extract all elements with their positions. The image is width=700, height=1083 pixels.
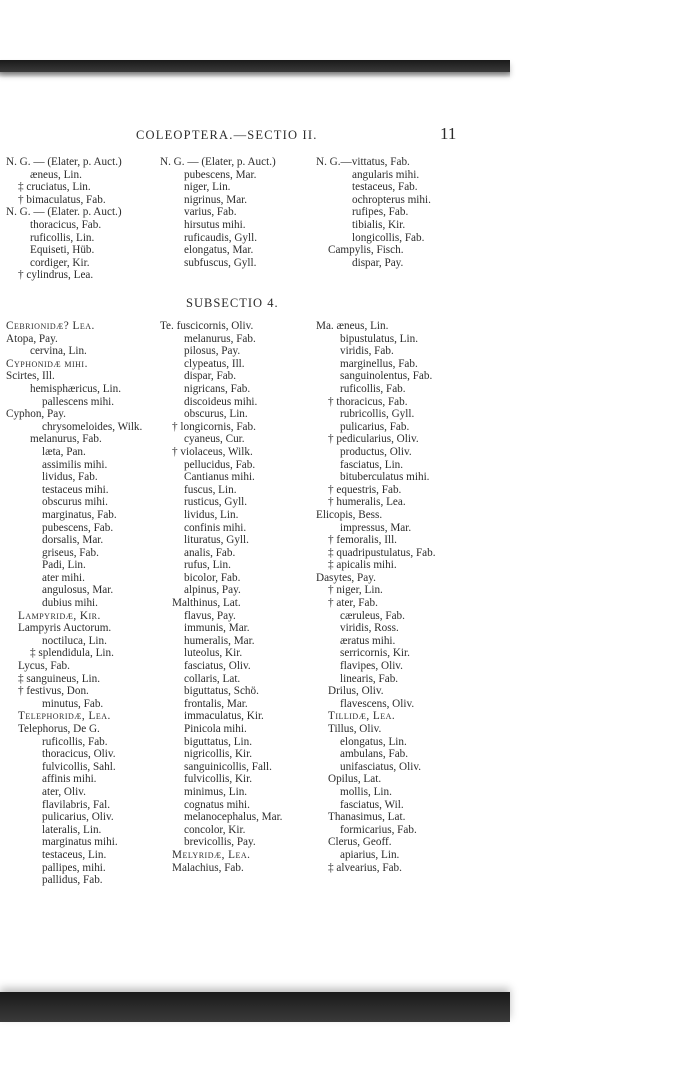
index-entry: minimus, Lin. bbox=[184, 785, 248, 798]
running-title: COLEOPTERA.—SECTIO II. bbox=[136, 128, 318, 142]
index-entry: Cyphon, Pay. bbox=[6, 408, 66, 421]
index-entry: cervina, Lin. bbox=[30, 345, 87, 358]
index-entry: ambulans, Fab. bbox=[340, 748, 409, 761]
index-entry: cyaneus, Cur. bbox=[184, 433, 245, 446]
index-entry: rubricollis, Gyll. bbox=[340, 408, 415, 421]
index-entry: nigricollis, Kir. bbox=[184, 748, 253, 761]
index-entry: ruficollis, Fab. bbox=[42, 735, 108, 748]
index-entry: marginatus, Fab. bbox=[42, 508, 117, 521]
index-entry: ochropterus mihi. bbox=[352, 193, 431, 206]
index-entry: ‡ quadripustulatus, Fab. bbox=[328, 546, 436, 559]
index-entry: † ater, Fab. bbox=[328, 597, 378, 610]
index-entry: ‡ splendidula, Lin. bbox=[30, 647, 114, 660]
index-entry: linearis, Fab. bbox=[340, 672, 399, 685]
index-entry: lituratus, Gyll. bbox=[184, 534, 249, 547]
index-entry: dorsalis, Mar. bbox=[42, 534, 104, 547]
index-entry: thoracicus, Fab. bbox=[30, 218, 102, 231]
index-entry: fulvicollis, Sahl. bbox=[42, 760, 116, 773]
index-entry: N. G. — (Elater, p. Auct.) bbox=[160, 156, 276, 168]
scan-shadow-bottom bbox=[0, 992, 510, 1022]
index-entry: pubescens, Mar. bbox=[184, 168, 257, 181]
index-entry: † cylindrus, Lea. bbox=[18, 269, 94, 282]
index-entry: fulvicollis, Kir. bbox=[184, 773, 253, 786]
index-entry: Telephorus, De G. bbox=[18, 723, 100, 735]
index-entry: Thanasimus, Lat. bbox=[328, 811, 406, 824]
index-entry: Lycus, Fab. bbox=[18, 660, 70, 673]
index-entry: viridis, Fab. bbox=[340, 345, 394, 358]
scan-shadow-fade bbox=[0, 72, 510, 78]
index-entry: flavilabris, Fal. bbox=[42, 798, 111, 811]
block1-column-1 bbox=[6, 156, 122, 282]
index-entry: † bimaculatus, Fab. bbox=[18, 193, 106, 206]
index-entry: bipustulatus, Lin. bbox=[340, 332, 419, 345]
index-entry: viridis, Ross. bbox=[340, 622, 399, 635]
index-entry: angulosus, Mar. bbox=[42, 584, 114, 597]
index-entry: chrysomeloides, Wilk. bbox=[42, 420, 143, 433]
index-entry: hirsutus mihi. bbox=[184, 218, 246, 231]
index-entry: ‡ sanguineus, Lin. bbox=[18, 672, 101, 685]
index-entry: clypeatus, Ill. bbox=[184, 357, 245, 370]
index-entry: Drilus, Oliv. bbox=[328, 685, 384, 698]
index-entry: rufipes, Fab. bbox=[352, 206, 409, 219]
index-entry: marginellus, Fab. bbox=[340, 357, 418, 370]
index-entry: pellucidus, Fab. bbox=[184, 458, 256, 471]
index-entry: elongatus, Mar. bbox=[184, 244, 254, 257]
index-entry: Campylis, Fisch. bbox=[328, 244, 404, 257]
index-entry: Te. fuscicornis, Oliv. bbox=[160, 320, 254, 332]
index-entry: testaceus mihi. bbox=[42, 483, 109, 496]
index-entry: † festivus, Don. bbox=[18, 685, 89, 698]
index-entry: Lampyris Auctorum. bbox=[18, 622, 112, 635]
index-entry: Malthinus, Lat. bbox=[172, 597, 241, 610]
index-entry: Tillidæ, Lea. bbox=[328, 710, 396, 723]
index-entry: Scirtes, Ill. bbox=[6, 370, 55, 383]
index-entry: Cebrionidæ? Lea. bbox=[6, 320, 95, 332]
index-entry: † femoralis, Ill. bbox=[328, 534, 397, 547]
index-entry: Opilus, Lat. bbox=[328, 773, 382, 786]
index-entry: noctiluca, Lin. bbox=[42, 634, 107, 647]
index-entry: ruficollis, Fab. bbox=[340, 382, 406, 395]
index-entry: luteolus, Kir. bbox=[184, 647, 243, 660]
index-entry: niger, Lin. bbox=[184, 181, 231, 194]
index-entry: Pinicola mihi. bbox=[184, 723, 247, 735]
index-entry: bicolor, Fab. bbox=[184, 571, 241, 584]
subsection-heading: SUBSECTIO 4. bbox=[186, 296, 279, 310]
index-entry: flavescens, Oliv. bbox=[340, 697, 415, 710]
index-entry: elongatus, Lin. bbox=[340, 735, 407, 748]
index-entry: Lampyridæ, Kir. bbox=[18, 609, 101, 622]
index-entry: cordiger, Kir. bbox=[30, 256, 90, 269]
index-entry: Elicopis, Bess. bbox=[316, 508, 383, 521]
index-entry: N. G. — (Elater. p. Auct.) bbox=[6, 206, 122, 219]
index-entry: † equestris, Fab. bbox=[328, 483, 402, 496]
index-entry: rusticus, Gyll. bbox=[184, 496, 248, 509]
index-entry: Atopa, Pay. bbox=[6, 332, 58, 345]
index-entry: pulicarius, Fab. bbox=[340, 420, 410, 433]
index-entry: varius, Fab. bbox=[184, 206, 237, 219]
index-entry: Ma. æneus, Lin. bbox=[316, 320, 389, 332]
index-entry: griseus, Fab. bbox=[42, 546, 99, 559]
index-entry: obscurus, Lin. bbox=[184, 408, 248, 421]
index-entry: melanurus, Fab. bbox=[184, 332, 256, 345]
index-entry: fasciatus, Oliv. bbox=[184, 660, 251, 673]
index-entry: cognatus mihi. bbox=[184, 798, 250, 811]
index-entry: mollis, Lin. bbox=[340, 785, 392, 798]
index-entry: unifasciatus, Oliv. bbox=[340, 760, 421, 773]
index-entry: serricornis, Kir. bbox=[340, 647, 410, 660]
index-entry: Tillus, Oliv. bbox=[328, 723, 382, 735]
index-entry: ‡ alvearius, Fab. bbox=[328, 861, 402, 874]
index-entry: alpinus, Pay. bbox=[184, 584, 241, 597]
index-entry: lateralis, Lin. bbox=[42, 823, 102, 836]
index-entry: assimilis mihi. bbox=[42, 458, 108, 471]
index-entry: obscurus mihi. bbox=[42, 496, 108, 509]
index-entry: sanguinicollis, Fall. bbox=[184, 760, 272, 773]
index-entry: lividus, Lin. bbox=[184, 508, 239, 521]
index-entry: tibialis, Kir. bbox=[352, 218, 406, 231]
index-entry: rufus, Lin. bbox=[184, 559, 231, 572]
index-entry: testaceus, Fab. bbox=[352, 181, 418, 194]
index-entry: minutus, Fab. bbox=[42, 697, 104, 710]
index-entry: Melyridæ, Lea. bbox=[172, 848, 251, 861]
index-entry: fasciatus, Wil. bbox=[340, 798, 404, 811]
index-entry: pubescens, Fab. bbox=[42, 521, 114, 534]
index-entry: melanocephalus, Mar. bbox=[184, 811, 283, 824]
index-entry: melanurus, Fab. bbox=[30, 433, 102, 446]
index-entry: dispar, Fab. bbox=[184, 370, 237, 383]
index-entry: læta, Pan. bbox=[42, 445, 86, 458]
index-entry: affinis mihi. bbox=[42, 773, 97, 786]
index-entry: marginatus mihi. bbox=[42, 836, 118, 849]
index-entry: ‡ apicalis mihi. bbox=[328, 559, 397, 572]
index-entry: longicollis, Fab. bbox=[352, 231, 425, 244]
index-entry: cæruleus, Fab. bbox=[340, 609, 405, 622]
index-entry: sanguinolentus, Fab. bbox=[340, 370, 433, 383]
index-entry: ater, Oliv. bbox=[42, 785, 86, 798]
index-entry: impressus, Mar. bbox=[340, 521, 412, 534]
index-entry: N. G. — (Elater, p. Auct.) bbox=[6, 156, 122, 168]
index-entry: concolor, Kir. bbox=[184, 823, 246, 836]
index-entry: collaris, Lat. bbox=[184, 672, 241, 685]
index-entry: † humeralis, Lea. bbox=[328, 496, 406, 509]
index-entry: flavus, Pay. bbox=[184, 609, 236, 622]
index-entry: confinis mihi. bbox=[184, 521, 247, 534]
index-entry: thoracicus, Oliv. bbox=[42, 748, 116, 761]
index-entry: Cantianus mihi. bbox=[184, 471, 255, 484]
index-entry: † violaceus, Wilk. bbox=[172, 445, 253, 458]
index-entry: testaceus, Lin. bbox=[42, 848, 107, 861]
index-entry: † longicornis, Fab. bbox=[172, 420, 256, 433]
index-entry: immaculatus, Kir. bbox=[184, 710, 264, 723]
index-entry: nigricans, Fab. bbox=[184, 382, 251, 395]
block2-column-3 bbox=[316, 320, 436, 874]
block1-column-3 bbox=[316, 156, 431, 269]
index-entry: biguttatus, Lin. bbox=[184, 735, 253, 748]
index-entry: hemisphæricus, Lin. bbox=[30, 382, 122, 395]
index-entry: dubius mihi. bbox=[42, 597, 98, 610]
index-entry: bituberculatus mihi. bbox=[340, 471, 430, 484]
index-entry: humeralis, Mar. bbox=[184, 634, 255, 647]
index-entry: apiarius, Lin. bbox=[340, 848, 400, 861]
index-entry: ruficollis, Lin. bbox=[30, 231, 95, 244]
index-entry: æneus, Lin. bbox=[30, 168, 82, 181]
index-entry: pallipes, mihi. bbox=[42, 861, 106, 874]
index-entry: dispar, Pay. bbox=[352, 256, 404, 269]
index-entry: Telephoridæ, Lea. bbox=[18, 710, 111, 723]
index-entry: ‡ cruciatus, Lin. bbox=[18, 181, 91, 194]
index-entry: flavipes, Oliv. bbox=[340, 660, 403, 673]
index-entry: discoideus mihi. bbox=[184, 395, 258, 408]
index-entry: pilosus, Pay. bbox=[184, 345, 241, 358]
index-entry: fuscus, Lin. bbox=[184, 483, 237, 496]
index-entry: Malachius, Fab. bbox=[172, 861, 244, 874]
index-entry: æratus mihi. bbox=[340, 634, 396, 647]
index-entry: lividus, Fab. bbox=[42, 471, 98, 484]
block2-column-2 bbox=[160, 320, 282, 874]
index-entry: Padi, Lin. bbox=[42, 559, 86, 572]
index-entry: pulicarius, Oliv. bbox=[42, 811, 114, 824]
index-entry: immunis, Mar. bbox=[184, 622, 250, 635]
index-entry: Cyphonidæ mihi. bbox=[6, 357, 88, 370]
index-entry: pallescens mihi. bbox=[42, 395, 115, 408]
index-entry: ater mihi. bbox=[42, 571, 85, 584]
index-entry: brevicollis, Pay. bbox=[184, 836, 256, 849]
index-entry: Clerus, Geoff. bbox=[328, 836, 392, 849]
index-entry: formicarius, Fab. bbox=[340, 823, 417, 836]
index-entry: † thoracicus, Fab. bbox=[328, 395, 408, 408]
block2-column-1 bbox=[6, 320, 142, 887]
index-entry: † niger, Lin. bbox=[328, 584, 383, 597]
index-entry: Equiseti, Hüb. bbox=[30, 244, 95, 257]
index-entry: nigrinus, Mar. bbox=[184, 193, 248, 206]
index-entry: fasciatus, Lin. bbox=[340, 458, 404, 471]
index-entry: subfuscus, Gyll. bbox=[184, 256, 257, 269]
index-entry: analis, Fab. bbox=[184, 546, 236, 559]
index-entry: angularis mihi. bbox=[352, 168, 420, 181]
index-entry: N. G.—vittatus, Fab. bbox=[316, 156, 410, 168]
index-entry: frontalis, Mar. bbox=[184, 697, 248, 710]
block1-column-2 bbox=[160, 156, 276, 269]
index-entry: biguttatus, Schö. bbox=[184, 685, 259, 698]
index-entry: ruficaudis, Gyll. bbox=[184, 231, 258, 244]
index-entry: † pedicularius, Oliv. bbox=[328, 433, 419, 446]
page-number: 11 bbox=[440, 124, 457, 143]
index-entry: Dasytes, Pay. bbox=[316, 571, 376, 584]
scan-shadow-top bbox=[0, 60, 510, 72]
index-entry: productus, Oliv. bbox=[340, 445, 412, 458]
index-entry: pallidus, Fab. bbox=[42, 874, 103, 887]
